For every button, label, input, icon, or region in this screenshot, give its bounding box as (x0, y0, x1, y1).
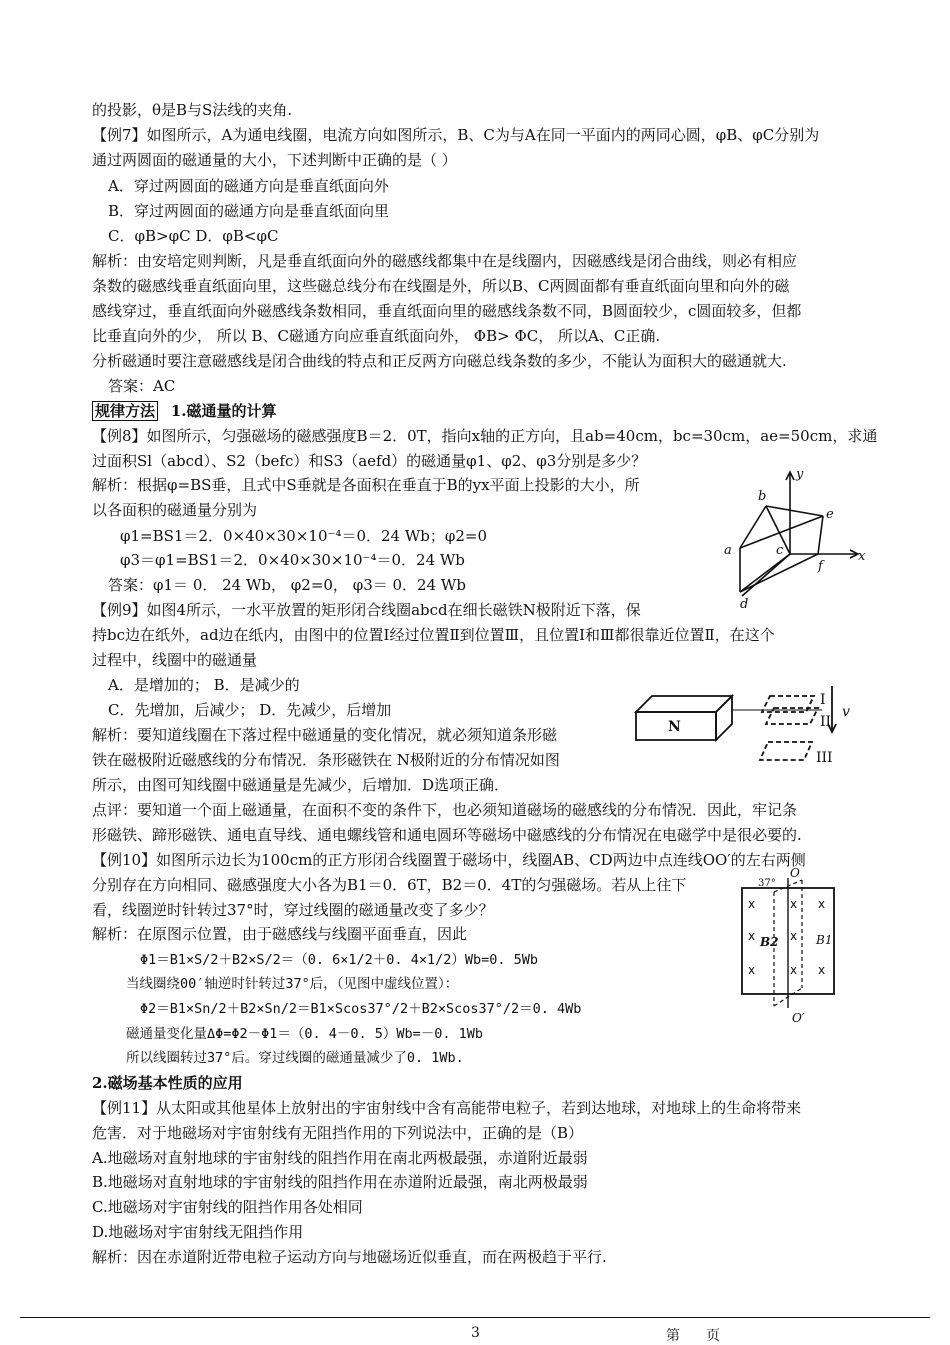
figure-square-coil (728, 868, 858, 1028)
label-b1: B1 (816, 933, 833, 947)
label-b2: B2 (760, 935, 779, 949)
label-angle: 37° (758, 878, 776, 889)
example-7-question: 【例7】如图所示，A为通电线圈，电流方向如图所示，B、C为与A在同一平面内的两同心圆，φB、φC分别为 (92, 126, 820, 144)
page-word-1: 第 (666, 1328, 680, 1344)
label-v: v (842, 704, 850, 720)
text-line: 铁在磁极附近磁感线的分布情况．条形磁铁在 N极附近的分布情况如图 (92, 751, 560, 769)
field-mark: x (748, 963, 756, 977)
page-word-2: 页 (706, 1328, 720, 1344)
label-o-prime: O′ (792, 1011, 805, 1025)
footer-rule (20, 1317, 930, 1318)
field-mark: x (748, 897, 756, 911)
analysis: 解析：要知道线圈在下落过程中磁通量的变化情况，就必须知道条形磁 (92, 726, 558, 744)
text-line: 危害．对于地磁场对宇宙射线有无阻挡作用的下列说法中，正确的是（B） (92, 1124, 584, 1142)
edge-ab (740, 506, 766, 548)
field-mark: x (790, 929, 798, 943)
label-position-3: III (816, 750, 833, 766)
formula: φ3＝φ1=BS1＝2．0×40×30×10⁻⁴＝0．24 Wb (120, 551, 465, 569)
option-d: D.地磁场对宇宙射线无阻挡作用 (92, 1223, 304, 1241)
edge-dc (740, 554, 790, 592)
label-x: x (858, 549, 866, 564)
label-f: f (818, 559, 823, 574)
subsection-title: 1.磁通量的计算 (170, 402, 277, 420)
subsection-title: 2.磁场基本性质的应用 (92, 1074, 243, 1092)
text-line: 的投影，θ是B与S法线的夹角. (92, 101, 293, 119)
text-line: 通过两圆面的磁通量的大小，下述判断中正确的是（ ） (92, 151, 457, 169)
edge-ef (818, 516, 823, 554)
analysis: 解析：由安培定则判断，凡是垂直纸面向外的磁感线都集中在是线圈内，因磁感线是闭合曲线，则必有相应 (92, 252, 798, 270)
analysis: 解析：在原图示位置，由于磁感线与线圈平面垂直，因此 (92, 925, 468, 943)
answer: 答案：AC (108, 377, 176, 395)
label-c: c (776, 543, 784, 558)
formula: Φ2＝B1×Sn/2＋B2×Sn/2＝B1×Scos37°/2＋B2×Scos37°/2＝0. 4Wb (140, 1001, 582, 1017)
option-b: B.地磁场对直射地球的宇宙射线的阻挡作用在赤道附近最强，南北两极最弱 (92, 1173, 588, 1191)
label-a: a (724, 543, 732, 558)
text-line: 看，线圈逆时针转过37°时，穿过线圈的磁通量改变了多少？ (92, 901, 494, 919)
label-o: O (790, 868, 800, 880)
option-c: C.地磁场对宇宙射线的阻挡作用各处相同 (92, 1198, 363, 1216)
text-line: 当线圈绕00′轴逆时针转过37°后，（见图中虚线位置）： (126, 976, 459, 992)
analysis: 解析：因在赤道附近带电粒子运动方向与地磁场近似垂直，而在两极趋于平行. (92, 1248, 607, 1266)
option-cd: C．先增加，后减少； D．先减少，后增加 (108, 701, 392, 719)
field-mark: x (748, 929, 756, 943)
formula: φ1=BS1＝2．0×40×30×10⁻⁴＝0．24 Wb；φ2=0 (120, 527, 488, 545)
answer: 答案：φ1＝ 0． 24 Wb， φ2=0， φ3＝ 0．24 Wb (108, 576, 466, 594)
text-line: 分析磁通时要注意磁感线是闭合曲线的特点和正反两方向磁总线条数的多少，不能认为面积大的磁通就大. (92, 352, 787, 370)
section-tag: 规律方法 (92, 401, 158, 421)
text-line: 形磁铁、蹄形磁铁、通电直导线、通电螺线管和通电圆环等磁场中磁感线的分布情况在电磁学中是很必要的. (92, 826, 802, 844)
text-line: 所以线圈转过37°后。穿过线圈的磁通量减少了0. 1Wb. (126, 1050, 464, 1066)
formula: Φ1＝B1×S/2＋B2×S/2＝（0. 6×1/2＋0. 4×1/2）Wb=0. 5Wb (140, 952, 538, 968)
example-8-question: 【例8】如图所示，匀强磁场的磁感强度B＝2．0T，指向x轴的正方向，且ab=40cm，bc=30cm，ae=50cm，求通 (92, 427, 878, 445)
example-10-question: 【例10】如图所示边长为100cm的正方形闭合线圈置于磁场中，线圈AB、CD两边中点连线OO′的左右两侧 (92, 851, 806, 869)
text-line: 比垂直向外的少， 所以 B、C磁通方向应垂直纸面向外， ΦB> ΦC， 所以A、C正确. (92, 327, 661, 345)
section-heading (92, 401, 276, 421)
figure-3d-prism (718, 468, 868, 613)
text-line: 感线穿过，垂直纸面向外磁感线条数相同，垂直纸面向里的磁感线条数不同，B圆面较少，c圆面较多，但都 (92, 302, 802, 320)
label-y: y (796, 468, 804, 482)
field-mark: x (818, 963, 826, 977)
label-n: N (668, 719, 681, 735)
example-11-question: 【例11】从太阳或其他星体上放射出的宇宙射线中含有高能带电粒子，若到达地球，对地球上的生命将带来 (92, 1099, 802, 1117)
option-b: B．穿过两圆面的磁通方向是垂直纸面向里 (108, 202, 390, 220)
option-ab: A．是增加的； B．是减少的 (108, 676, 300, 694)
comment: 点评：要知道一个面上磁通量，在面积不变的条件下，也必须知道磁场的磁感线的分布情况．因此，牢记条 (92, 801, 798, 819)
page-number: 3 (471, 1325, 480, 1341)
text-line: 条数的磁感线垂直纸面向里，这些磁总线分布在线圈是外，所以B、C两圆面都有垂直纸面向里和向外的磁 (92, 277, 790, 295)
coil-position-3 (760, 742, 812, 760)
label-position-2: II (820, 714, 832, 730)
label-position-1: I (820, 692, 826, 708)
figure-magnet-coil (632, 682, 862, 772)
label-e: e (826, 507, 834, 522)
edge-be (766, 506, 823, 516)
text-line: 过程中，线圈中的磁通量 (92, 651, 258, 669)
label-b: b (758, 489, 767, 504)
option-cd: C．φB>φC D．φB<φC (108, 227, 279, 245)
analysis: 解析：根据φ=BS垂，且式中S垂就是各面积在垂直于B的yx平面上投影的大小，所 (92, 476, 640, 494)
formula: 磁通量变化量ΔΦ=Φ2－Φ1＝（0. 4－0. 5）Wb=－0. 1Wb (126, 1026, 484, 1042)
edge-df (740, 554, 818, 592)
field-mark: x (818, 897, 826, 911)
text-line: 过面积Sl（abcd）、S2（befc）和S3（aefd）的磁通量φ1、φ2、φ3分别是多少？ (92, 452, 647, 470)
label-d: d (740, 597, 749, 612)
option-a: A.地磁场对直射地球的宇宙射线的阻挡作用在南北两极最强，赤道附近最弱 (92, 1149, 588, 1167)
text-line: 所示，由图可知线圈中磁通量是先减少，后增加．D选项正确． (92, 776, 510, 794)
example-9-question: 【例9】如图4所示，一水平放置的矩形闭合线圈abcd在细长磁铁N极附近下落，保 (92, 601, 641, 619)
text-line: 以各面积的磁通量分别为 (92, 501, 258, 519)
text-line: 持bc边在纸外，ad边在纸内，由图中的位置Ⅰ经过位置Ⅱ到位置Ⅲ，且位置Ⅰ和Ⅲ都很靠近位置Ⅱ，在这个 (92, 626, 775, 644)
option-a: A．穿过两圆面的磁通方向是垂直纸面向外 (108, 177, 389, 195)
field-mark: x (790, 963, 798, 977)
field-mark: x (790, 897, 798, 911)
magnet-side (716, 696, 732, 740)
text-line: 分别存在方向相同、磁感强度大小各为B1＝0．6T，B2＝0．4T的匀强磁场。若从上往下 (92, 876, 687, 894)
